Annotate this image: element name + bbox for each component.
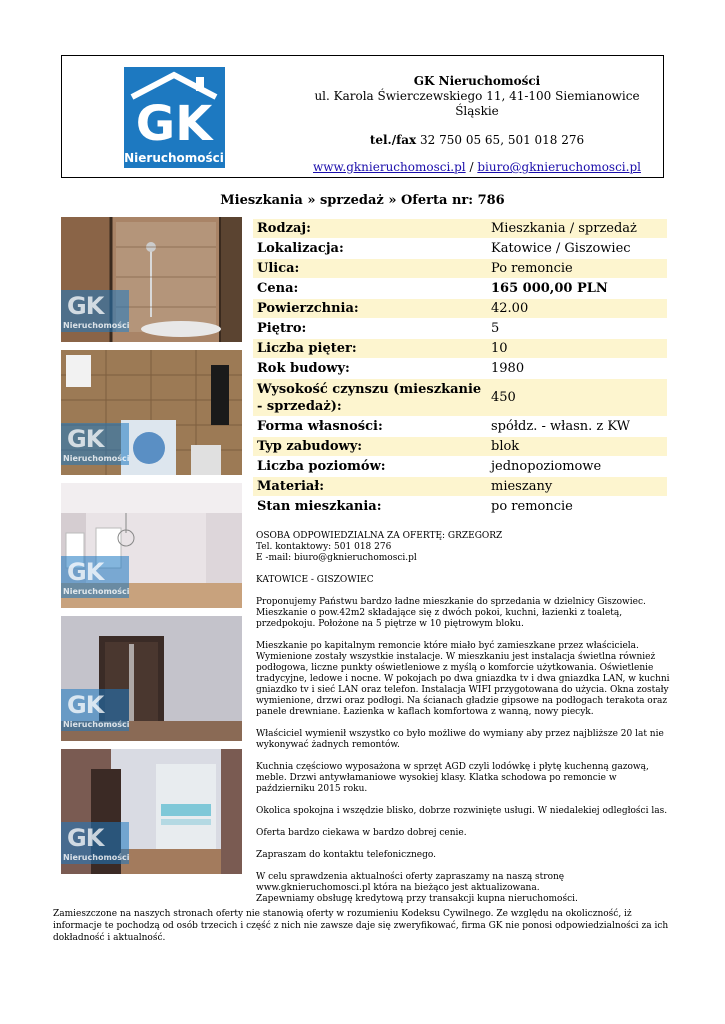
property-row bbox=[253, 239, 667, 258]
page-title bbox=[0, 193, 725, 208]
property-value: Katowice / Giszowiec bbox=[491, 241, 631, 256]
property-row bbox=[253, 299, 667, 318]
property-row bbox=[253, 359, 667, 378]
description-paragraph: Zapraszam do kontaktu telefonicznego. bbox=[256, 850, 436, 860]
description-paragraph: Okolica spokojna i wszędzie blisko, dobrze rozwinięte usługi. W niedalekiej odległości las. bbox=[256, 806, 668, 816]
description-paragraph: Właściciel wymienił wszystko co było możliwe do wymiany aby przez najbliższe 20 lat nie wykonywać żadnych remontów. bbox=[256, 729, 664, 750]
watermark-subtitle: Nieruchomości bbox=[63, 853, 130, 862]
watermark-letters: GK bbox=[67, 691, 104, 719]
property-label: Rok budowy: bbox=[257, 361, 350, 376]
company-logo bbox=[124, 67, 225, 168]
watermark-letters: GK bbox=[67, 292, 104, 320]
property-row bbox=[253, 339, 667, 358]
property-row bbox=[253, 279, 667, 298]
description-paragraph: Kuchnia częściowo wyposażona w sprzęt AGD czyli lodówkę i płytę kuchenną gazową, meble. Drzwi antywłamaniowe wysokiej klasy. Klatka schodowa po remoncie w październiku 2015 roku. bbox=[256, 762, 649, 794]
watermark-subtitle: Nieruchomości bbox=[63, 454, 130, 463]
company-phone bbox=[292, 133, 662, 148]
watermark-letters: GK bbox=[67, 824, 104, 852]
property-value: 450 bbox=[487, 379, 667, 416]
company-links bbox=[292, 160, 662, 175]
watermark-subtitle: Nieruchomości bbox=[63, 720, 130, 729]
property-value: po remoncie bbox=[491, 499, 573, 514]
property-row bbox=[253, 379, 667, 416]
contact-phone: Tel. kontaktowy: 501 018 276 bbox=[256, 542, 392, 552]
property-value: 1980 bbox=[491, 361, 525, 376]
contact-email: E -mail: biuro@gknieruchomosci.pl bbox=[256, 553, 417, 563]
closing-credit-note: Zapewniamy obsługę kredytową przy transakcji kupna nieruchomości. bbox=[256, 894, 578, 904]
logo-letters: GK bbox=[135, 96, 213, 152]
property-label: Materiał: bbox=[253, 477, 487, 496]
location-heading: KATOWICE - GISZOWIEC bbox=[256, 575, 374, 585]
property-value: 42.00 bbox=[487, 299, 667, 318]
property-label: Powierzchnia: bbox=[253, 299, 487, 318]
company-info bbox=[292, 74, 662, 175]
property-row bbox=[253, 497, 667, 516]
property-label: Liczba pięter: bbox=[253, 339, 487, 358]
living-room-photo[interactable] bbox=[61, 483, 242, 608]
property-value: Mieszkania / sprzedaż bbox=[487, 219, 667, 238]
description-paragraph: Oferta bardzo ciekawa w bardzo dobrej cenie. bbox=[256, 828, 467, 838]
website-link[interactable]: www.gknieruchomosci.pl bbox=[313, 160, 466, 174]
company-address: ul. Karola Świerczewskiego 11, 41-100 Siemianowice Śląskie bbox=[314, 89, 640, 118]
closing-website-note: W celu sprawdzenia aktualności oferty zapraszamy na naszą stronę www.gknieruchomosci.pl która na bieżąco jest aktualizowana. bbox=[256, 872, 565, 893]
property-label: Forma własności: bbox=[257, 419, 383, 434]
logo-graphic bbox=[124, 67, 225, 168]
property-row bbox=[253, 437, 667, 456]
photo-watermark bbox=[61, 556, 129, 598]
property-value: jednopoziomowe bbox=[491, 459, 602, 474]
email-link[interactable]: biuro@gknieruchomosci.pl bbox=[477, 160, 641, 174]
hallway-photo[interactable] bbox=[61, 749, 242, 874]
tel-label: tel./fax bbox=[369, 133, 417, 147]
watermark-subtitle: Nieruchomości bbox=[63, 321, 130, 330]
photo-gallery bbox=[61, 217, 242, 882]
property-value: 10 bbox=[487, 339, 667, 358]
description-paragraph: Mieszkanie po kapitalnym remoncie które miało być zamieszkane przez właściciela. Wymienione zostały wszystkie instalacje. W mieszkaniu jest instalacja świetlna również podłogowa, liczne punkty oświetleniowe z myślą o komforcie użytkowania. Oświetlenie tradycyjne, ledowe i nocne. W pokojach po dwa gniazdka tv i dwa gniazdka LAN, w kuchni gniazdko tv i sieć LAN oraz telefon. Instalacja WIFI przygotowana do użycia. Okna zostały wymienione, drzwi oraz podłogi. Na ścianach gładzie gipsowe na podłogach terakota oraz panele drewniane. Łazienka w kaflach komfortowa z wanną, nowy piecyk. bbox=[256, 641, 670, 717]
description-paragraph: Proponujemy Państwu bardzo ładne mieszkanie do sprzedania w dzielnicy Giszowiec. Mieszkanie o pow.42m2 składające się z dwóch pokoi, kuchni, łazienki z toaletą, przedpokoju. Położone na 5 piętrze w 10 piętrowym bloku. bbox=[256, 597, 646, 629]
offer-description bbox=[256, 531, 670, 905]
property-value: mieszany bbox=[487, 477, 667, 496]
property-label: Ulica: bbox=[253, 259, 487, 278]
bathroom-washer-photo[interactable] bbox=[61, 350, 242, 475]
property-value: Po remoncie bbox=[487, 259, 667, 278]
property-label: Rodzaj: bbox=[253, 219, 487, 238]
company-name: GK Nieruchomości bbox=[413, 74, 541, 88]
watermark-letters: GK bbox=[67, 558, 104, 586]
photo-watermark bbox=[61, 423, 129, 465]
contact-person: OSOBA ODPOWIEDZIALNA ZA OFERTĘ: GRZEGORZ bbox=[256, 531, 503, 541]
legal-disclaimer: Zamieszczone na naszych stronach oferty nie stanowią oferty w rozumieniu Kodeksu Cywilnego. Ze względu na okoliczność, iż informacje te pochodzą od osób trzecich i część z nich nie zawsze daje się zweryfikować, firma GK nie ponosi odpowiedzialności za ich dokładność i aktualność. bbox=[53, 909, 669, 943]
tel-numbers: 32 750 05 65, 501 018 276 bbox=[420, 133, 585, 147]
watermark-subtitle: Nieruchomości bbox=[63, 587, 130, 596]
link-separator: / bbox=[469, 160, 474, 174]
photo-watermark bbox=[61, 822, 129, 864]
property-label: Cena: bbox=[257, 281, 299, 296]
property-label: Lokalizacja: bbox=[257, 241, 344, 256]
page-title-text: Mieszkania » sprzedaż » Oferta nr: 786 bbox=[220, 193, 505, 208]
property-row bbox=[253, 457, 667, 476]
company-header bbox=[61, 55, 664, 178]
contact-block bbox=[256, 531, 670, 564]
property-label: Typ zabudowy: bbox=[253, 437, 487, 456]
property-row bbox=[253, 219, 667, 238]
bathroom-shower-photo[interactable] bbox=[61, 217, 242, 342]
property-row bbox=[253, 417, 667, 436]
photo-watermark bbox=[61, 290, 129, 332]
door-photo[interactable] bbox=[61, 616, 242, 741]
logo-subtitle: Nieruchomości bbox=[124, 151, 224, 165]
property-row bbox=[253, 477, 667, 496]
property-value: spółdz. - własn. z KW bbox=[491, 419, 630, 434]
property-label: Piętro: bbox=[257, 321, 307, 336]
property-value: 5 bbox=[491, 321, 500, 336]
property-row bbox=[253, 259, 667, 278]
price-value: 165 000,00 PLN bbox=[491, 281, 608, 296]
property-label: Wysokość czynszu (mieszkanie - sprzedaż): bbox=[253, 379, 487, 416]
property-row bbox=[253, 319, 667, 338]
property-label: Stan mieszkania: bbox=[257, 499, 382, 514]
property-label: Liczba poziomów: bbox=[257, 459, 386, 474]
photo-watermark bbox=[61, 689, 129, 731]
property-value: blok bbox=[487, 437, 667, 456]
watermark-letters: GK bbox=[67, 425, 104, 453]
property-details-table bbox=[253, 218, 667, 517]
